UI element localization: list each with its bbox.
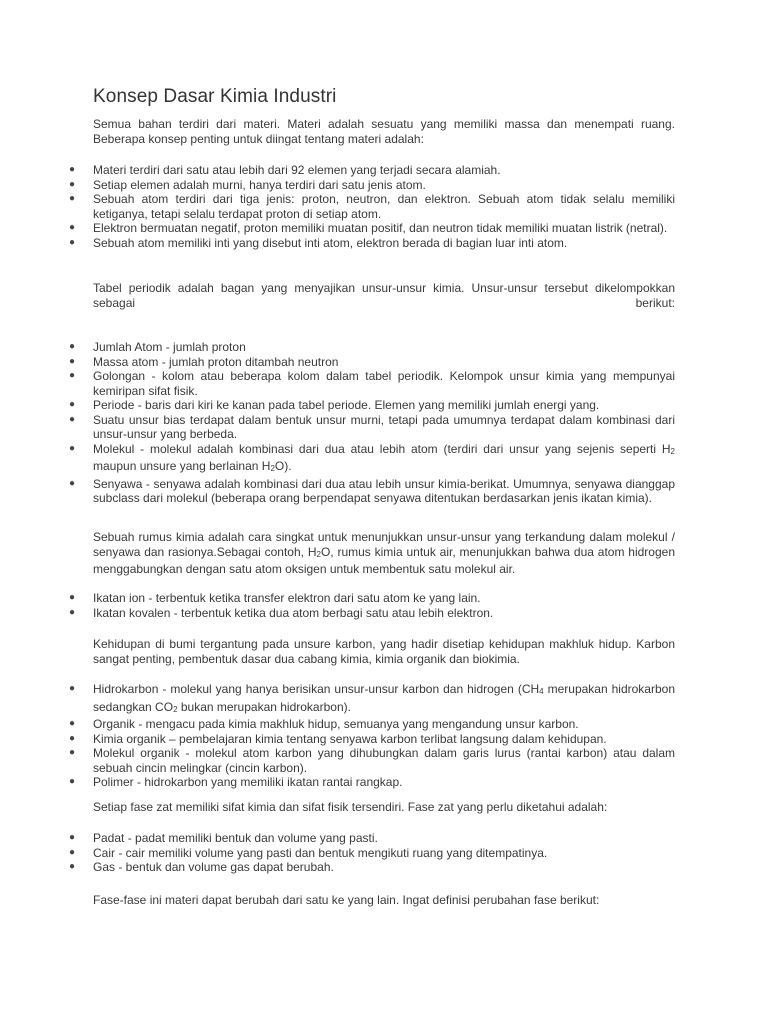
list-item: ● Kimia organik – pembelajaran kimia tentang senyawa karbon terlibat langsung dalam kehidupan. <box>69 731 607 746</box>
list-item: ● Jumlah Atom - jumlah proton <box>69 340 246 354</box>
phase-paragraph: Setiap fase zat memiliki sifat kimia dan sifat fisik tersendiri. Fase zat yang perlu diketahui adalah: <box>93 800 608 814</box>
bullet-icon: ● <box>69 683 76 694</box>
list-materi <box>0 163 675 250</box>
list-item: ● Organik - mengacu pada kimia makhluk hidup, semuanya yang mengandung unsur karbon. <box>69 717 579 731</box>
list-item: ● Periode - baris dari kiri ke kanan pada tabel periode. Elemen yang memiliki jumlah energi yang. <box>69 398 600 412</box>
list-item: ● Elektron bermuatan negatif, proton memiliki muatan positif, dan neutron tidak memiliki muatan listrik (netral). <box>69 221 668 235</box>
list-item: ● Hidrokarbon - molekul yang hanya berisikan unsur-unsur karbon dan hidrogen ($CH_4$ merupakan hidrokarbon sedangkan $CO_2$ bukan merupakan hidrokarbon). <box>69 682 676 714</box>
bullet-icon: ● <box>69 861 76 872</box>
bullet-icon: ● <box>69 222 76 233</box>
list-item: ● Massa atom - jumlah proton ditambah neutron <box>69 354 339 369</box>
bullet-icon: ● <box>69 846 76 858</box>
bullet-icon: ● <box>69 606 76 618</box>
list-karbon <box>0 682 675 790</box>
list-item: ● Ikatan kovalen - terbentuk ketika dua atom berbagi satu atau lebih elektron. <box>69 605 494 620</box>
bullet-icon: ● <box>69 178 76 190</box>
list-item: ● Molekul organik - molekul atom karbon yang dihubungkan dalam garis lurus (rantai karbon) atau dalam sebuah cincin melingkar (cincin karbon). <box>69 746 675 775</box>
list-item: ● Setiap elemen adalah murni, hanya terdiri dari satu jenis atom. <box>69 177 426 192</box>
list-item: ● Materi terdiri dari satu atau lebih dari 92 elemen yang terjadi secara alamiah. <box>69 163 501 177</box>
bullet-icon: ● <box>69 442 76 454</box>
bullet-icon: ● <box>69 164 76 175</box>
bullet-icon: ● <box>69 341 76 352</box>
bullet-icon: ● <box>69 355 76 367</box>
list-item: ● Golongan - kolom atau beberapa kolom dalam tabel periodik. Kelompok unsur kimia yang mempunyai kemiripan sifat fisik. <box>69 369 675 398</box>
bullet-icon: ● <box>69 832 76 843</box>
bullet-icon: ● <box>69 193 76 204</box>
bullet-icon: ● <box>69 732 76 744</box>
carbon-paragraph: Kehidupan di bumi tergantung pada unsure karbon, yang hadir disetiap kehidupan makhluk hidup. Karbon sangat penting, pembentuk dasar dua cabang kimia, kimia organik dan biokimia. <box>93 637 675 666</box>
bullet-icon: ● <box>69 592 76 603</box>
bullet-icon: ● <box>69 399 76 410</box>
periodic-table-paragraph: Tabel periodik adalah bagan yang menyajikan unsur-unsur kimia. Unsur-unsur tersebut dikelompokkan sebagai berikut: <box>93 281 675 310</box>
bullet-icon: ● <box>69 718 76 729</box>
list-item: ● Molekul - molekul adalah kombinasi dari dua atau lebih atom (terdiri dari unsur yang sejenis seperti $H_2$ maupun unsure yang berlainan $H_2O$). <box>69 441 675 473</box>
chemical-formula-paragraph: Sebuah rumus kimia adalah cara singkat untuk menunjukkan unsur-unsur yang terkandung dalam molekul / senyawa dan rasionya.Sebagai contoh, $H_2O$, rumus kimia untuk air, menunjukkan bahwa dua atom hidrogen menggabungkan dengan satu atom oksigen untuk membentuk satu molekul air. <box>93 530 675 576</box>
list-item: ● Suatu unsur bias terdapat dalam bentuk unsur murni, tetapi pada umumnya terdapat dalam kombinasi dari unsur-unsur yang berbeda. <box>69 412 675 441</box>
list-item: ● Senyawa - senyawa adalah kombinasi dari dua atau lebih unsur kimia-berikat. Umumnya, senyawa dianggap subclass dari molekul (beberapa orang berpendapat senyawa ditentukan berdasarkan jenis ikatan kimia). <box>69 476 675 505</box>
bullet-icon: ● <box>69 236 76 248</box>
bullet-icon: ● <box>69 776 76 787</box>
list-item: ● Sebuah atom terdiri dari tiga jenis: proton, neutron, dan elektron. Sebuah atom tidak selalu memiliki ketiganya, tetapi selalu terdapat proton di setiap atom. <box>69 192 675 221</box>
list-item: ● Padat - padat memiliki bentuk dan volume yang pasti. <box>69 831 378 845</box>
phase-change-paragraph: Fase-fase ini materi dapat berubah dari satu ke yang lain. Ingat definisi perubahan fase berikut: <box>93 893 600 907</box>
list-item: ● Sebuah atom memiliki inti yang disebut inti atom, elektron berada di bagian luar inti atom. <box>69 235 568 250</box>
page-title: Konsep Dasar Kimia Industri <box>93 86 337 107</box>
list-item: ● Polimer - hidrokarbon yang memiliki ikatan rantai rangkap. <box>69 775 403 789</box>
bullet-icon: ● <box>69 370 76 381</box>
intro-paragraph: Semua bahan terdiri dari materi. Materi adalah sesuatu yang memiliki massa dan menempati ruang. Beberapa konsep penting untuk diingat tentang materi adalah: <box>93 117 675 146</box>
list-item: ● Cair - cair memiliki volume yang pasti dan bentuk mengikuti ruang yang ditempatinya. <box>69 845 548 860</box>
list-item: ● Ikatan ion - terbentuk ketika transfer elektron dari satu atom ke yang lain. <box>69 591 481 605</box>
bullet-icon: ● <box>69 413 76 425</box>
list-periodik <box>0 340 675 506</box>
list-ikatan <box>0 591 675 620</box>
bullet-icon: ● <box>69 477 76 489</box>
list-fase <box>0 831 675 875</box>
list-item: ● Gas - bentuk dan volume gas dapat berubah. <box>69 860 334 874</box>
bullet-icon: ● <box>69 747 76 758</box>
